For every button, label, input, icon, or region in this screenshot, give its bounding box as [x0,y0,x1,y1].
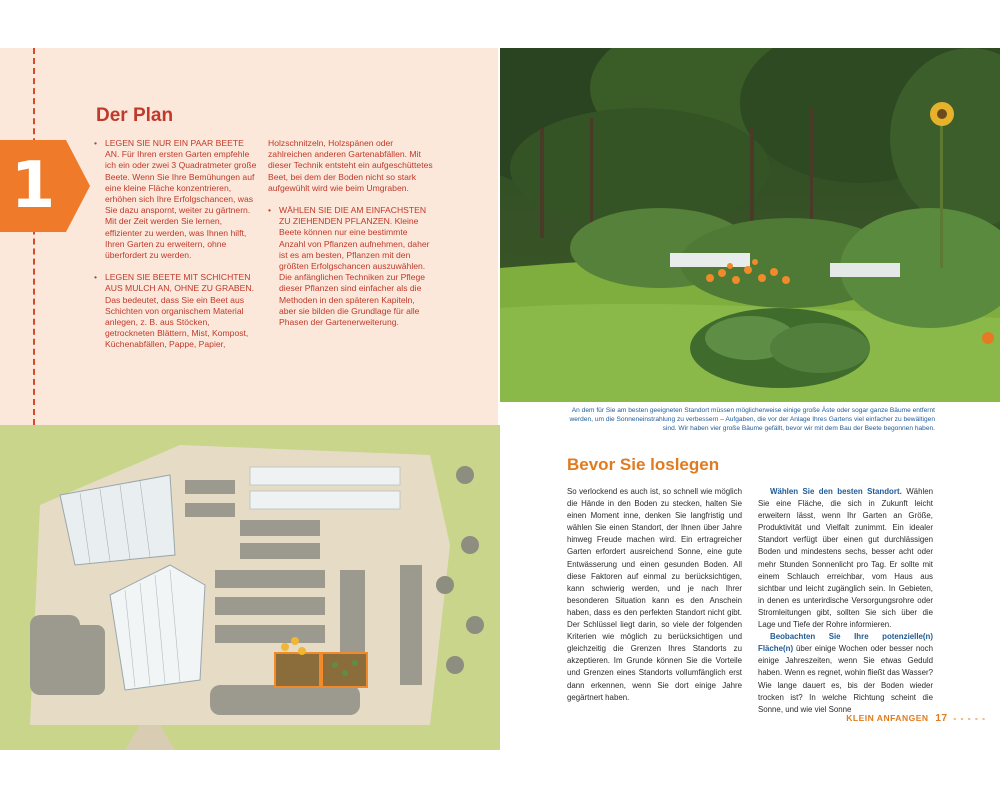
page-number: 17 [935,713,948,724]
footer-dashes: - - - - - [953,713,986,723]
body-column-1 [567,486,742,704]
paragraph-text: Wählen Sie eine Fläche, die sich in Zukunft leicht erweitern lässt, wenn Ihr Garten an Größe, Produktivität und Vielfalt zunimmt. Ein idealer Standort verfügt über einen gut durchlässigen Boden und mindestens sechs, besser acht oder mehr Stunden Sonnenlicht pro Tag. Er sollte mit einem Schlauch erreichbar, vom Haus aus sichtbar und leicht zugänglich sein. In Gebieten, in denen es unterirdische Versorgungsrohre oder Stromleitungen gibt, sollten Sie sich über die Lage und Tiefe der Rohre informieren. [758,487,933,630]
bullet-text: Für Ihren ersten Garten empfehle ich ein oder zwei 3 Quadratmeter große Beete. Wenn Sie Ihre Bemühungen auf eine kleine Fläche konzentrieren, erhöhen sich Ihre Erfolgschancen, was Sie dazu anspornt, weiter zu gärtnern. Mit der Zeit werden Sie lernen, effizienter zu werden, was Ihnen hilft, Ihren Garten zu erweitern, ohne überfordert zu werden. [105,149,257,261]
bullet-text: Das bedeutet, dass Sie ein Beet aus Schichten von organischem Material anlegen, z. B. aus Stöcken, getrockneten Blättern, Mist, Kompost, Küchenabfällen, Pappe, Papier, [105,294,249,350]
garden-photo [500,48,1000,402]
paragraph-text: über einige Wochen oder besser noch einige Jahreszeiten, wenn Sie etwas Geduld haben. Wenn es regnet, wohin fließt das Wasser? Wie lange dauert es, bis der Boden wieder trocken ist? In welche Richtung scheint die Sonne, und wie viel Sonne [758,644,933,714]
page-footer [846,713,986,724]
body-paragraph: So verlockend es auch ist, so schnell wie möglich die Hände in den Boden zu stecken, halten Sie einen Moment inne, denken Sie langfristig und wählen Sie einen Standort, der Ihnen über Jahre hinweg Freude machen wird. Ein ertragreicher Garten erfordert ausreichend Sonne, eine gute Entwässerung und einen gesunden Boden. All diese Faktoren auf einmal zu berücksichtigen, kann schwierig werden, und je nach Ihrer besonderen Situation kann es den Anschein haben, dass es den perfekten Standort nicht gibt. Der Schlüssel liegt darin, so viele der folgenden Kriterien wie möglich zu berücksichtigen und gleichzeitig die Grenzen Ihres Standorts zu akzeptieren. Im Grunde können Sie die Vorteile und Grenzen eines Standorts vollumfänglich erst dann erkennen, wenn Sie dort einige Jahre gegärtnert haben. [567,487,742,702]
footer-label: KLEIN ANFANGEN [846,713,929,723]
plan-bullet-3 [268,205,434,328]
bullet-heading: WÄHLEN SIE DIE AM EINFACHSTEN ZU ZIEHENDEN PFLANZEN. [279,205,427,227]
chapter-number: 1 [10,149,56,223]
section-title: Bevor Sie loslegen [567,455,720,474]
plan-column-1 [94,138,260,362]
garden-plan-illustration [0,425,500,750]
margin-dash-line [33,48,35,425]
plan-title: Der Plan [96,105,174,126]
plan-bullet-1 [94,138,260,261]
bullet-continuation: Holzschnitzeln, Holzspänen oder zahlreichen anderen Gartenabfällen. Mit dieser Technik entsteht ein aufgeschüttetes Beet, bei dem der Boden nicht so stark aufgewühlt wird wie beim Umgraben. [268,138,433,193]
body-paragraph-2 [758,631,933,716]
bullet-heading: LEGEN SIE NUR EIN PAAR BEETE AN. [105,138,244,160]
photo-caption: An dem für Sie am besten geeigneten Standort müssen möglicherweise einige große Äste oder sogar ganze Bäume entfernt werden, um die Sonneneinstrahlung zu verbessern – Aufgaben, die vor der Anlage Ihres Gartens viel einfacher zu bewältigen sind. Wir haben vier große Bäume gefällt, bevor wir mit dem Bau der Beete begonnen haben. [569,407,935,432]
plan-bullet-2 [94,272,260,350]
bullet-text: Kleine Beete können nur eine bestimmte Anzahl von Pflanzen aufnehmen, daher ist es am besten, Pflanzen mit den größten Erfolgschancen auszuwählen. Die anfänglichen Techniken zur Pflege dieser Pflanzen sind einfacher als die Methoden in den späteren Kapiteln, aber sie bilden die Grundlage für alle Phasen der Gartenerweiterung. [279,216,430,328]
paragraph-lead: Beobachten Sie Ihre potenzielle(n) Fläche(n) [758,632,933,654]
paragraph-lead: Wählen Sie den besten Standort. [770,487,902,496]
body-paragraph-1 [758,486,933,631]
plan-column-2 [268,138,434,339]
body-column-2 [758,486,933,716]
bullet-heading: LEGEN SIE BEETE MIT SCHICHTEN AUS MULCH AN, OHNE ZU GRABEN. [105,272,254,294]
